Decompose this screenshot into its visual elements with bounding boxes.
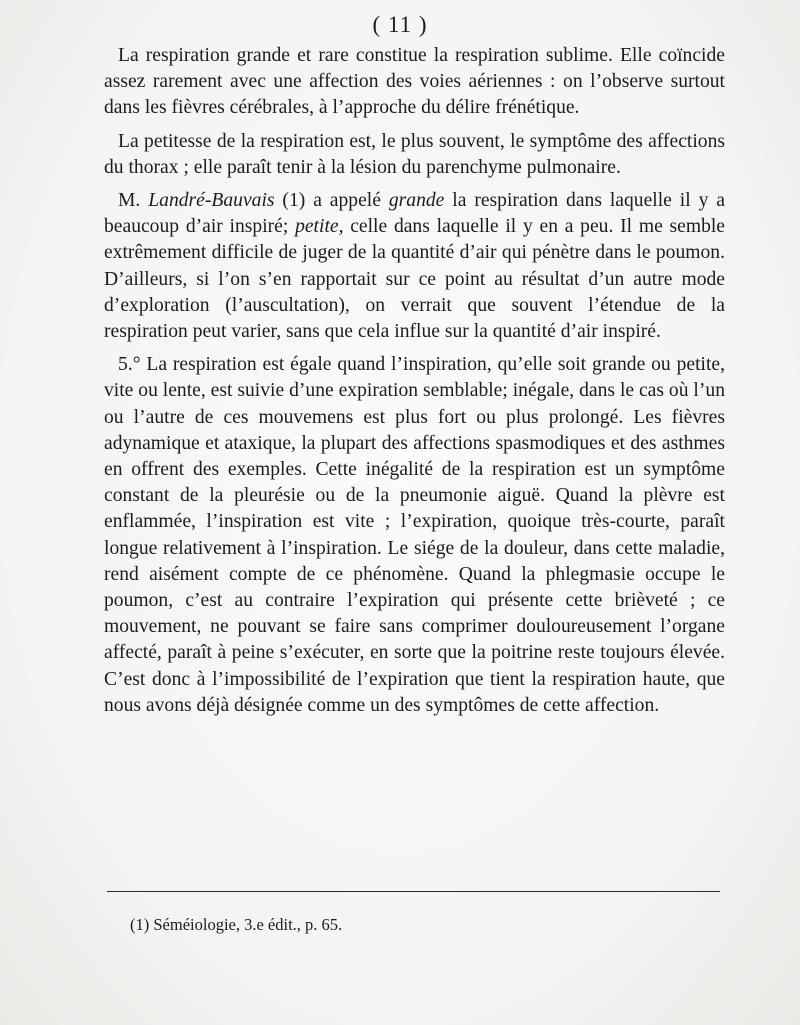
term-petite: petite, [295,216,344,238]
paragraph-petitesse: La petitesse de la respiration est, le plus souvent, le symptôme des affections du thorax ; elle paraît tenir à la lésion du parenchyme pulmonaire. [104,130,725,178]
footnote-divider [107,891,720,892]
p3-text-c: (1) a appelé [274,190,389,212]
footnote: (1) Séméiologie, 3.e édit., p. 65. [130,915,343,934]
p3-text-g: celle dans laquelle il y en a peu. Il me semble extrêmement difficile de juger de la quantité d’air qui pénètre dans le poumon. D’ailleurs, si l’on s’en rapportait sur ce point au résultat d’un autre mode d’exploration (l’auscultation), on verrait que souvent l’étendue de la respiration peut varier, sans que cela influe sur la quantité d’air inspiré. [104,216,726,343]
page-number: ( 11 ) [372,12,428,37]
p3-text-a: M. [118,190,149,212]
term-grande: grande [388,190,445,212]
body-text [104,43,725,726]
paragraph-sublime-respiration: La respiration grande et rare constitue la respiration sublime. Elle coïncide assez rarement avec une affection des voies aériennes : on l’observe surtout dans les fièvres cérébrales, à l’approche du délire frénétique. [104,45,725,119]
p3-text-e: la respiration dans laquelle il y a beaucoup d’air inspiré; [104,190,725,238]
author-name: Landré-Bauvais [148,190,275,212]
paragraph-egale-inegale: 5.° La respiration est égale quand l’inspiration, qu’elle soit grande ou petite, vite ou lente, est suivie d’une expiration semblable; inégale, dans le cas où l’un ou l’autre de ces mouvemens est plus fort ou plus prolongé. Les fièvres adynamique et ataxique, la plupart des affections spasmodiques et des asthmes en offrent des exemples. Cette inégalité de la respiration est un symptôme constant de la pleurésie ou de la pneumonie aiguë. Quand la plèvre est enflammée, l’inspiration est vite ; l’expiration, quoique très-courte, paraît longue relativement à l’inspiration. Le siége de la douleur, dans cette maladie, rend aisément compte de ce phénomène. Quand la phlegmasie occupe le poumon, c’est au contraire l’expiration qui présente cette brièveté ; ce mouvement, ne pouvant se faire sans comprimer douloureusement l’organe affecté, paraît à peine s’exécuter, en sorte que la poitrine reste toujours élevée. C’est donc à l’impossibilité de l’expiration que tient la respiration haute, que nous avons déjà désignée comme un des symptômes de cette affection. [104,354,725,716]
paragraph-landre-bauvais [104,188,725,345]
